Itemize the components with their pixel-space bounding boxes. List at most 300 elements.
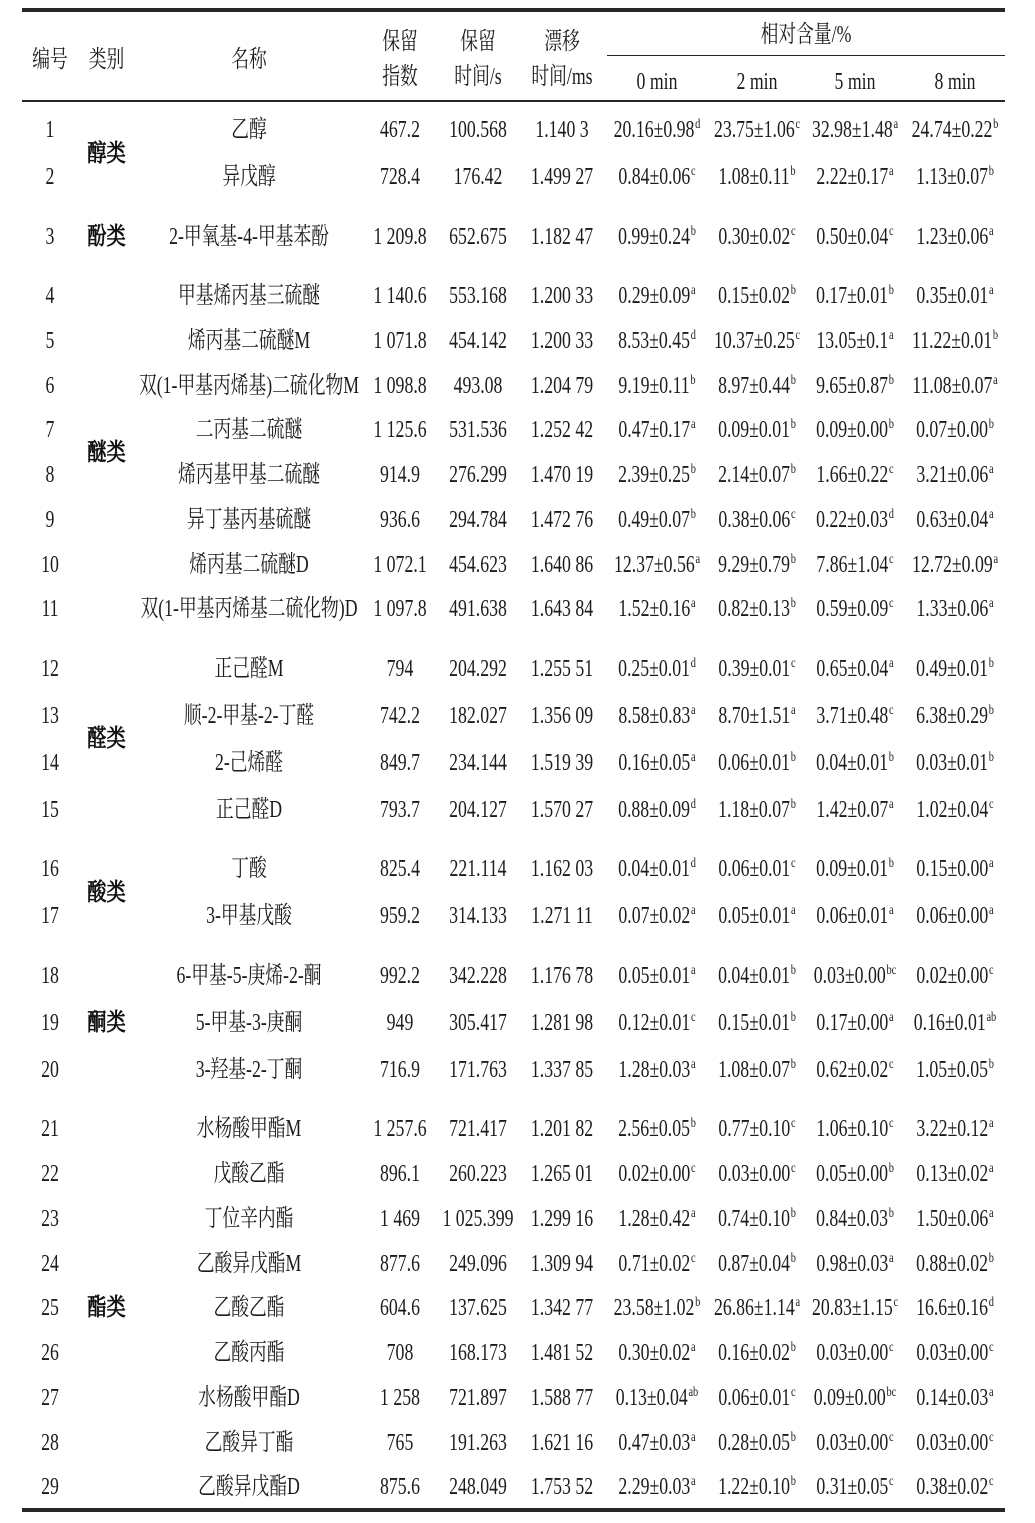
content-value-group: [816, 1252, 893, 1276]
cell-content-8min: [918, 649, 992, 689]
content-mean-sd: 0.30±0.02: [718, 223, 791, 250]
significance-letter: c: [889, 702, 894, 718]
cell-compound-name: 烯丙基甲基二硫醚: [177, 462, 321, 488]
cell-number: 16: [41, 856, 59, 883]
category-label: 醛类: [87, 726, 126, 753]
cell-retention-time: 249.096: [449, 1250, 507, 1277]
cell-content-8min: [911, 110, 999, 150]
content-value-group: [618, 165, 695, 189]
cell-retention-index: 1 097.8: [373, 596, 427, 623]
content-mean-sd: 0.49±0.01: [916, 655, 988, 682]
significance-letter: b: [888, 1205, 894, 1221]
category-label: 酸类: [87, 879, 126, 906]
cell-number: 11: [41, 596, 59, 623]
cell-number: 2: [45, 164, 55, 190]
cell-drift-time: 1.309 94: [530, 1250, 594, 1277]
cell-number: 18: [41, 962, 59, 989]
cell-drift-time: 1.643 84: [530, 596, 594, 623]
content-mean-sd: 0.04±0.01: [816, 749, 888, 776]
cell-retention-index: 877.6: [380, 1250, 420, 1277]
cell-compound-name: 异戊醇: [222, 164, 276, 190]
content-mean-sd: 11.08±0.07: [912, 372, 993, 399]
content-mean-sd: 0.09±0.01: [718, 417, 790, 444]
content-mean-sd: 0.29±0.09: [618, 283, 691, 309]
table-row: [0, 217, 1035, 257]
cell-content-8min: [918, 1109, 992, 1149]
significance-letter: a: [889, 903, 894, 919]
cell-retention-index: 728.4: [380, 164, 420, 190]
content-value-group: [916, 225, 993, 249]
content-mean-sd: 8.58±0.83: [618, 702, 691, 729]
cell-content-5min: [816, 743, 894, 783]
cell-content-0min: [620, 276, 694, 316]
cell-drift-time: 1.200 33: [530, 327, 594, 354]
significance-letter: a: [691, 1340, 696, 1355]
content-mean-sd: 9.65±0.87: [816, 372, 888, 399]
table-row: [0, 1288, 1035, 1328]
content-value-group: [916, 284, 993, 308]
cell-content-0min: [620, 321, 694, 361]
cell-retention-time: 100.568: [449, 117, 507, 143]
content-mean-sd: 0.15±0.00: [916, 856, 989, 883]
content-mean-sd: 1.08±0.11: [718, 164, 790, 190]
content-value-group: [718, 284, 796, 308]
cell-content-8min: [918, 276, 992, 316]
content-mean-sd: 0.35±0.01: [916, 283, 989, 309]
content-value-group: [718, 1386, 795, 1410]
content-mean-sd: 0.87±0.04: [718, 1250, 790, 1277]
content-value-group: [718, 1162, 795, 1186]
significance-letter: b: [993, 117, 999, 132]
significance-letter: c: [989, 1429, 994, 1445]
category-label: 酮类: [87, 1009, 126, 1036]
significance-letter: d: [690, 856, 696, 872]
content-value-group: [618, 798, 696, 822]
cell-retention-time: 454.142: [449, 327, 507, 354]
content-mean-sd: 0.74±0.10: [718, 1205, 790, 1232]
cell-content-0min: [620, 1154, 694, 1194]
content-value-group: [618, 597, 695, 621]
content-value-group: [718, 1207, 796, 1231]
content-mean-sd: 0.17±0.00: [816, 1009, 889, 1036]
content-mean-sd: 12.72±0.09: [911, 551, 993, 578]
cell-number: 4: [45, 283, 55, 309]
cell-content-5min: [813, 956, 897, 996]
content-value-group: [816, 553, 893, 577]
content-mean-sd: 3.71±0.48: [816, 702, 889, 729]
content-mean-sd: 0.04±0.01: [618, 856, 690, 883]
content-value-group: [912, 553, 998, 577]
cell-number: 9: [45, 506, 55, 533]
cell-retention-index: 914.9: [380, 462, 420, 488]
content-mean-sd: 0.49±0.07: [618, 506, 690, 533]
cell-content-2min: [720, 1244, 794, 1284]
cell-compound-name: 乙酸异丁酯: [204, 1429, 294, 1456]
significance-letter: b: [988, 164, 994, 179]
cell-retention-index: 896.1: [380, 1161, 420, 1187]
cell-content-5min: [816, 1003, 894, 1043]
cell-drift-time: 1.356 09: [530, 702, 594, 729]
cell-content-5min: [816, 1154, 894, 1194]
content-mean-sd: 1.22±0.10: [718, 1474, 790, 1501]
header-time-5min: 5 min: [834, 69, 876, 95]
cell-drift-time: 1.299 16: [530, 1205, 594, 1232]
significance-letter: d: [988, 1295, 994, 1311]
content-mean-sd: 1.13±0.07: [916, 164, 988, 190]
content-mean-sd: 1.33±0.06: [916, 596, 989, 623]
significance-letter: a: [691, 283, 696, 298]
cell-number: 23: [41, 1205, 59, 1232]
content-value-group: [816, 284, 894, 308]
cell-retention-index: 716.9: [380, 1056, 420, 1083]
cell-compound-name: 甲基烯丙基三硫醚: [177, 283, 321, 309]
cell-retention-index: 1 071.8: [373, 327, 427, 354]
cell-compound-name: 乙醇: [231, 117, 267, 143]
content-mean-sd: 3.22±0.12: [916, 1116, 989, 1143]
cell-content-2min: [720, 896, 794, 936]
content-value-group: [616, 1386, 698, 1410]
content-mean-sd: 0.13±0.02: [916, 1161, 989, 1187]
content-mean-sd: 0.14±0.03: [916, 1384, 989, 1411]
cell-retention-index: 742.2: [380, 702, 420, 729]
content-mean-sd: 23.75±1.06: [713, 117, 795, 143]
content-mean-sd: 0.07±0.00: [916, 417, 988, 444]
cell-retention-time: 221.114: [449, 856, 507, 883]
content-mean-sd: 13.05±0.1: [816, 327, 889, 354]
significance-letter: a: [691, 749, 696, 765]
cell-content-8min: [918, 1423, 992, 1463]
cell-retention-time: 454.623: [449, 551, 507, 578]
cell-compound-name: 3-羟基-2-丁酮: [195, 1056, 303, 1083]
cell-content-8min: [918, 896, 992, 936]
content-mean-sd: 0.16±0.02: [718, 1340, 790, 1366]
cell-drift-time: 1.588 77: [530, 1384, 594, 1411]
table-row: [0, 110, 1035, 150]
significance-letter: a: [989, 903, 994, 919]
cell-content-5min: [816, 276, 894, 316]
significance-letter: a: [989, 856, 994, 872]
content-value-group: [912, 374, 997, 398]
content-mean-sd: 0.82±0.13: [718, 596, 790, 623]
table-row: [0, 1423, 1035, 1463]
table-row: [0, 589, 1035, 629]
significance-letter: a: [691, 417, 696, 433]
cell-content-8min: [918, 1467, 992, 1507]
content-value-group: [916, 751, 994, 775]
significance-letter: c: [889, 1116, 894, 1132]
significance-letter: b: [790, 1429, 796, 1445]
significance-letter: b: [790, 1205, 796, 1221]
cell-number: 3: [45, 223, 55, 250]
cell-content-0min: [620, 455, 694, 495]
content-mean-sd: 0.09±0.00: [816, 417, 888, 444]
cell-compound-name: 5-甲基-3-庚酮: [195, 1009, 303, 1036]
content-mean-sd: 7.86±1.04: [816, 551, 889, 578]
cell-number: 5: [45, 327, 55, 354]
content-value-group: [718, 553, 796, 577]
content-value-group: [618, 704, 695, 728]
content-mean-sd: 0.63±0.04: [916, 506, 989, 533]
content-mean-sd: 0.13±0.04: [615, 1384, 688, 1411]
content-mean-sd: 0.84±0.06: [618, 164, 691, 190]
significance-letter: b: [988, 702, 994, 718]
content-value-group: [718, 704, 795, 728]
content-mean-sd: 2.29±0.03: [618, 1474, 691, 1501]
significance-letter: c: [889, 223, 894, 239]
significance-letter: b: [988, 655, 994, 671]
content-mean-sd: 0.98±0.03: [816, 1250, 889, 1277]
significance-letter: a: [889, 327, 894, 343]
content-mean-sd: 0.03±0.00: [916, 1340, 989, 1366]
header-time-0min: 0 min: [636, 69, 678, 95]
cell-retention-time: 491.638: [449, 596, 507, 623]
header-retention-time-line1: 保留: [460, 29, 496, 55]
cell-content-5min: [816, 157, 894, 197]
content-mean-sd: 2.39±0.25: [618, 462, 690, 488]
content-mean-sd: 0.88±0.02: [916, 1250, 988, 1277]
significance-letter: c: [691, 1009, 696, 1025]
cell-number: 25: [41, 1295, 59, 1322]
content-mean-sd: 0.03±0.00: [813, 962, 886, 989]
significance-letter: b: [790, 462, 796, 477]
content-mean-sd: 9.29±0.79: [718, 551, 790, 578]
content-value-group: [718, 857, 795, 881]
significance-letter: b: [790, 283, 796, 298]
table-row: [0, 1467, 1035, 1507]
cell-retention-index: 1 072.1: [373, 551, 427, 578]
cell-number: 13: [41, 702, 59, 729]
content-value-group: [718, 165, 795, 189]
cell-content-0min: [620, 743, 694, 783]
significance-letter: a: [691, 1205, 696, 1221]
content-value-group: [618, 374, 695, 398]
cell-content-5min: [816, 1423, 894, 1463]
cell-retention-time: 248.049: [449, 1474, 507, 1501]
content-value-group: [618, 1207, 695, 1231]
content-value-group: [718, 1252, 796, 1276]
content-mean-sd: 1.42±0.07: [816, 796, 889, 823]
content-value-group: [718, 1341, 796, 1365]
cell-content-5min: [816, 410, 894, 450]
significance-letter: c: [989, 796, 994, 812]
significance-letter: c: [889, 1429, 894, 1445]
cell-retention-time: 168.173: [449, 1340, 507, 1366]
cell-retention-index: 765: [386, 1429, 414, 1456]
cell-content-2min: [720, 790, 794, 830]
cell-retention-time: 176.42: [453, 164, 503, 190]
cell-content-5min: [816, 649, 894, 689]
content-value-group: [618, 1475, 695, 1499]
content-value-group: [718, 1011, 796, 1035]
significance-letter: c: [691, 1161, 696, 1176]
content-mean-sd: 1.06±0.10: [816, 1116, 889, 1143]
cell-content-0min: [620, 896, 694, 936]
cell-retention-time: 493.08: [453, 372, 503, 399]
cell-number: 17: [41, 903, 59, 930]
significance-letter: a: [989, 1205, 994, 1221]
content-value-group: [618, 904, 695, 928]
cell-drift-time: 1.162 03: [530, 856, 594, 883]
cell-content-2min: [713, 321, 801, 361]
cell-drift-time: 1.255 51: [530, 655, 594, 682]
content-value-group: [916, 1341, 993, 1365]
cell-retention-index: 467.2: [380, 117, 420, 143]
header-retention-time-line2: 时间/s: [454, 64, 502, 90]
cell-number: 15: [41, 796, 59, 823]
content-mean-sd: 0.39±0.01: [718, 655, 791, 682]
significance-letter: b: [690, 372, 696, 388]
cell-retention-time: 171.763: [449, 1056, 507, 1083]
significance-letter: b: [988, 1056, 994, 1072]
content-value-group: [718, 751, 796, 775]
significance-letter: b: [790, 796, 796, 812]
cell-content-8min: [918, 589, 992, 629]
cell-compound-name: 丁位辛内酯: [204, 1205, 294, 1232]
significance-letter: a: [791, 702, 796, 718]
table-row: [0, 1378, 1035, 1418]
content-value-group: [816, 463, 893, 487]
table-row: [0, 321, 1035, 361]
content-value-group: [618, 1058, 695, 1082]
content-mean-sd: 0.65±0.04: [816, 655, 889, 682]
content-mean-sd: 0.59±0.09: [816, 596, 889, 623]
cell-content-5min: [816, 545, 894, 585]
cell-content-0min: [620, 1199, 694, 1239]
significance-letter: a: [795, 1295, 801, 1311]
content-value-group: [618, 964, 695, 988]
cell-content-5min: [811, 1288, 899, 1328]
table-row: [0, 455, 1035, 495]
content-mean-sd: 0.47±0.03: [618, 1429, 691, 1456]
cell-number: 7: [45, 417, 55, 444]
content-value-group: [916, 1386, 993, 1410]
significance-letter: a: [889, 164, 894, 179]
cell-content-0min: [620, 956, 694, 996]
cell-content-2min: [720, 696, 794, 736]
cell-number: 26: [41, 1340, 59, 1366]
content-mean-sd: 0.15±0.02: [718, 283, 790, 309]
cell-compound-name: 6-甲基-5-庚烯-2-酮: [176, 962, 322, 989]
content-mean-sd: 10.37±0.25: [713, 327, 795, 354]
content-mean-sd: 0.22±0.03: [816, 506, 888, 533]
content-mean-sd: 20.83±1.15: [811, 1295, 893, 1322]
cell-content-5min: [816, 1109, 894, 1149]
cell-content-8min: [911, 545, 999, 585]
content-value-group: [816, 225, 893, 249]
cell-content-2min: [720, 217, 794, 257]
content-value-group: [618, 1431, 695, 1455]
significance-letter: a: [989, 1161, 994, 1176]
content-value-group: [916, 418, 994, 442]
content-mean-sd: 0.05±0.00: [816, 1161, 888, 1187]
cell-drift-time: 1.281 98: [530, 1009, 594, 1036]
cell-retention-index: 936.6: [380, 506, 420, 533]
cell-content-2min: [720, 743, 794, 783]
significance-letter: c: [989, 1340, 994, 1355]
content-value-group: [816, 1207, 894, 1231]
content-value-group: [618, 1341, 695, 1365]
content-value-group: [718, 374, 796, 398]
content-value-group: [718, 418, 796, 442]
cell-compound-name: 异丁基丙基硫醚: [186, 506, 312, 533]
content-value-group: [718, 798, 796, 822]
significance-letter: b: [695, 1295, 701, 1311]
cell-content-8min: [918, 500, 992, 540]
content-mean-sd: 1.08±0.07: [718, 1056, 790, 1083]
significance-letter: ab: [986, 1009, 997, 1025]
content-mean-sd: 9.19±0.11: [618, 372, 690, 399]
table-row: [0, 956, 1035, 996]
cell-content-0min: [615, 1378, 699, 1418]
cell-content-2min: [720, 849, 794, 889]
cell-compound-name: 3-甲基戊酸: [206, 903, 292, 930]
significance-letter: b: [888, 283, 894, 298]
category-label: 酚类: [87, 223, 126, 250]
significance-letter: c: [691, 164, 696, 179]
cell-retention-time: 182.027: [449, 702, 507, 729]
content-mean-sd: 0.16±0.01: [913, 1009, 986, 1036]
cell-content-8min: [918, 1244, 992, 1284]
significance-letter: c: [791, 856, 796, 872]
content-value-group: [916, 704, 994, 728]
cell-compound-name: 正己醛M: [214, 655, 284, 682]
significance-letter: a: [989, 1384, 994, 1400]
table-row: [0, 1244, 1035, 1284]
significance-letter: a: [889, 655, 894, 671]
significance-letter: a: [989, 462, 994, 477]
significance-letter: b: [790, 372, 796, 388]
cell-compound-name: 2-甲氧基-4-甲基苯酚: [169, 223, 329, 250]
header-retention-index-line1: 保留: [382, 29, 418, 55]
table-row: [0, 649, 1035, 689]
content-mean-sd: 0.05±0.01: [618, 962, 691, 989]
cell-content-5min: [816, 696, 894, 736]
cell-content-8min: [918, 849, 992, 889]
significance-letter: d: [888, 506, 894, 522]
cell-content-2min: [720, 157, 794, 197]
cell-content-8min: [918, 1050, 992, 1090]
content-value-group: [816, 704, 893, 728]
content-mean-sd: 2.14±0.07: [718, 462, 790, 488]
content-value-group: [618, 857, 696, 881]
content-value-group: [916, 508, 993, 532]
content-mean-sd: 0.03±0.00: [816, 1429, 889, 1456]
content-value-group: [618, 418, 695, 442]
cell-content-8min: [918, 1199, 992, 1239]
significance-letter: b: [988, 749, 994, 765]
content-value-group: [718, 463, 796, 487]
content-mean-sd: 2.22±0.17: [816, 164, 889, 190]
cell-drift-time: 1.472 76: [530, 506, 594, 533]
significance-letter: c: [791, 1384, 796, 1400]
cell-content-8min: [911, 321, 999, 361]
content-value-group: [916, 657, 994, 681]
content-mean-sd: 20.16±0.98: [613, 117, 695, 143]
significance-letter: b: [790, 962, 796, 978]
significance-letter: b: [790, 1009, 796, 1025]
cell-retention-time: 260.223: [449, 1161, 507, 1187]
content-value-group: [718, 225, 795, 249]
content-mean-sd: 0.47±0.17: [618, 417, 691, 444]
content-value-group: [912, 329, 998, 353]
content-mean-sd: 0.88±0.09: [618, 796, 690, 823]
cell-content-0min: [613, 1288, 701, 1328]
significance-letter: a: [889, 796, 894, 812]
table-row: [0, 849, 1035, 889]
significance-letter: b: [888, 749, 894, 765]
content-value-group: [816, 418, 894, 442]
cell-number: 12: [41, 655, 59, 682]
